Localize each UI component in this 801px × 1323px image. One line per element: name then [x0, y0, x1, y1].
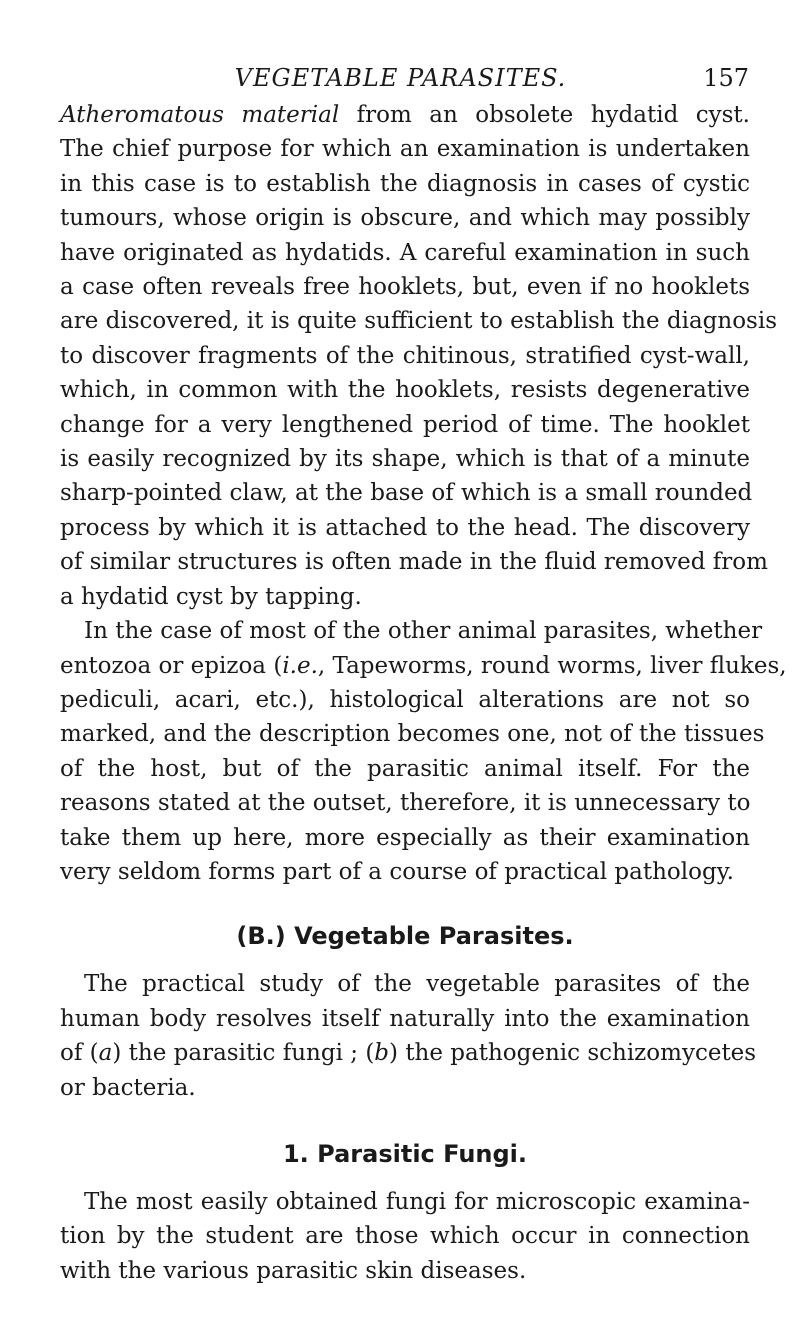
paragraph-line: In the case of most of the other animal parasites, whether: [84, 618, 763, 645]
paragraph-line: change for a very lengthened period of time. The hooklet: [60, 411, 750, 438]
paragraph-line: reasons stated at the outset, therefore, it is unnecessary to: [60, 790, 751, 817]
paragraph-line: pediculi, acari, etc.), histological alterations are not so: [60, 686, 750, 713]
paragraph-line: a case often reveals free hooklets, but, even if no hooklets: [60, 274, 750, 301]
paragraph-line: marked, and the description becomes one, not of the tissues: [60, 721, 765, 748]
paragraph-line: The most easily obtained fungi for microscopic examina-: [84, 1188, 750, 1215]
paragraph-line: take them up here, more especially as their examination: [60, 824, 750, 851]
paragraph-line: process by which it is attached to the head. The discovery: [60, 514, 750, 541]
paragraph-line: of (a) the parasitic fungi ; (b) the pathogenic schizomycetes: [60, 1040, 757, 1067]
paragraph-line: a hydatid cyst by tapping.: [60, 583, 362, 610]
paragraph-line: in this case is to establish the diagnosis in cases of cystic: [60, 170, 750, 197]
paragraph-line: of the host, but of the parasitic animal itself. For the: [60, 755, 750, 782]
paragraph-line: human body resolves itself naturally into the examination: [60, 1005, 750, 1032]
paragraph-line: very seldom forms part of a course of practical pathology.: [60, 858, 734, 885]
paragraph-line: or bacteria.: [60, 1074, 196, 1101]
running-title: VEGETABLE PARASITES.: [234, 64, 567, 92]
paragraph-line: to discover fragments of the chitinous, stratified cyst-wall,: [60, 342, 750, 369]
paragraph-line: entozoa or epizoa (i.e., Tapeworms, round worms, liver flukes,: [60, 652, 787, 679]
italic-lead: Atheromatous material: [60, 102, 340, 128]
paragraph-line: is easily recognized by its shape, which is that of a minute: [60, 446, 750, 473]
paragraph-line: which, in common with the hooklets, resists degenerative: [60, 377, 750, 404]
page-number: 157: [703, 64, 749, 92]
paragraph-line: The practical study of the vegetable parasites of the: [84, 971, 750, 998]
section-heading-vegetable-parasites: (B.) Vegetable Parasites.: [236, 922, 574, 951]
paragraph-line: of similar structures is often made in the fluid removed from: [60, 549, 768, 576]
paragraph-line: have originated as hydatids. A careful examination in such: [60, 239, 750, 266]
paragraph-line: The chief purpose for which an examination is undertaken: [60, 136, 750, 163]
body-text: [60, 98, 787, 1288]
paragraph-line: with the various parasitic skin diseases.: [60, 1257, 527, 1284]
paragraph-line: sharp-pointed claw, at the base of which is a small rounded: [60, 480, 753, 507]
section-heading-parasitic-fungi: 1. Parasitic Fungi.: [282, 1139, 528, 1168]
running-head: [0, 44, 801, 92]
paragraph-line: tion by the student are those which occur in connection: [60, 1223, 750, 1250]
paragraph-line: Atheromatous material from an obsolete hydatid cyst.: [60, 102, 750, 128]
paragraph-line: are discovered, it is quite sufficient to establish the diagnosis: [60, 308, 778, 335]
paragraph-line: tumours, whose origin is obscure, and which may possibly: [60, 205, 750, 232]
